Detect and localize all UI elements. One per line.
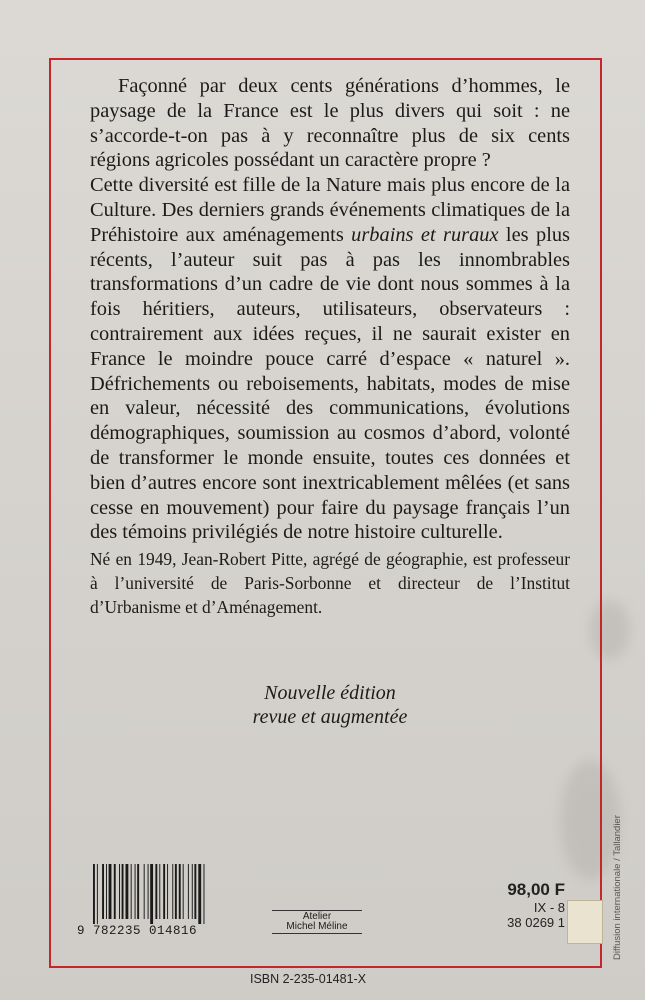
barcode-bar — [97, 864, 98, 924]
blurb-paragraph — [90, 173, 570, 545]
barcode-bar — [167, 864, 168, 919]
barcode-bar — [172, 864, 173, 919]
barcode-bar — [159, 864, 160, 919]
library-sticker — [567, 900, 603, 944]
edition-line-2: revue et augmentée — [252, 706, 408, 728]
barcode-bar — [148, 864, 149, 919]
stock-code-1: IX - 8 — [533, 900, 565, 915]
publisher-line-1: Atelier — [272, 910, 362, 922]
barcode-bar — [144, 864, 145, 919]
blurb-run: Cette diversité est fille de la Nature mais plus encore de la Culture. Des derniers grands événements climatiques de la Préhistoire aux aménagements — [90, 174, 570, 246]
barcode-bar — [119, 864, 120, 919]
barcode-bar — [155, 864, 157, 919]
price: 98,00 F — [507, 880, 565, 899]
barcode-bar — [183, 864, 184, 919]
barcode-bar — [192, 864, 193, 919]
barcode-bar — [135, 864, 136, 919]
publisher-line-2: Michel Méline — [272, 922, 362, 934]
price-tag — [480, 880, 565, 940]
barcode-bar — [188, 864, 189, 919]
barcode-bar — [179, 864, 181, 919]
blurb-italic-run: urbains et ruraux — [351, 223, 499, 246]
barcode-bar — [122, 864, 124, 919]
barcode-icon — [91, 864, 241, 924]
blurb-run: les plus récents, l’auteur suit pas à pas les innombrables transformations d’un cadre de vie dont nous sommes à la fois héritiers, auteurs, utilisateurs, observateurs : contrairement aux idées reçues, il ne saurait exister en France le moindre pouce carré d’espace « naturel ». Défrichements ou reboisements, habitats, modes de mise en valeur, nécessité des communications, évolutions démographiques, soumission au cosmos d’abord, volonté de transformer le monde ensuite, toutes ces données et bien d’autres encore sont inextricablement mêlées (et sans cesse en mouvement) pour faire du paysage français l’un des témoins privilégiés de notre histoire culturelle. — [90, 223, 570, 544]
stock-code-2: 38 0269 1 — [507, 915, 565, 930]
barcode-area — [77, 858, 247, 948]
blurb-text — [90, 74, 570, 545]
barcode-bar — [163, 864, 165, 919]
barcode-bar — [150, 864, 153, 924]
author-bio: Né en 1949, Jean-Robert Pitte, agrégé de géographie, est professeur à l’université de Paris-Sorbonne et directeur de l’Institut d’Urbanisme et d’Aménagement. — [90, 549, 570, 617]
barcode-bar — [106, 864, 107, 919]
publisher-logo — [272, 910, 362, 934]
edition-line-1: Nouvelle édition — [264, 682, 396, 704]
barcode-digits: 9 782235 014816 — [77, 924, 198, 938]
barcode-bar — [137, 864, 139, 919]
barcode-bar — [175, 864, 177, 919]
barcode-bar — [102, 864, 104, 919]
barcode-bar — [198, 864, 201, 924]
barcode-bar — [114, 864, 116, 919]
barcode-bar — [93, 864, 95, 924]
isbn: ISBN 2-235-01481-X — [250, 972, 367, 986]
barcode-bar — [126, 864, 129, 919]
barcode-bar — [109, 864, 112, 919]
barcode-bar — [131, 864, 132, 919]
blurb-paragraph — [90, 74, 570, 173]
distributor-text: Diffusion internationale / Tallandier — [612, 815, 623, 960]
blurb-run: Façonné par deux cents générations d’hommes, le paysage de la France est le plus divers qui soit : ne s’accorde-t-on pas à y reconnaître plus de six cents régions agricoles possédant un caractère propre ? — [90, 75, 570, 172]
barcode-bar — [204, 864, 205, 924]
barcode-bar — [194, 864, 196, 919]
edition-note — [160, 681, 500, 729]
